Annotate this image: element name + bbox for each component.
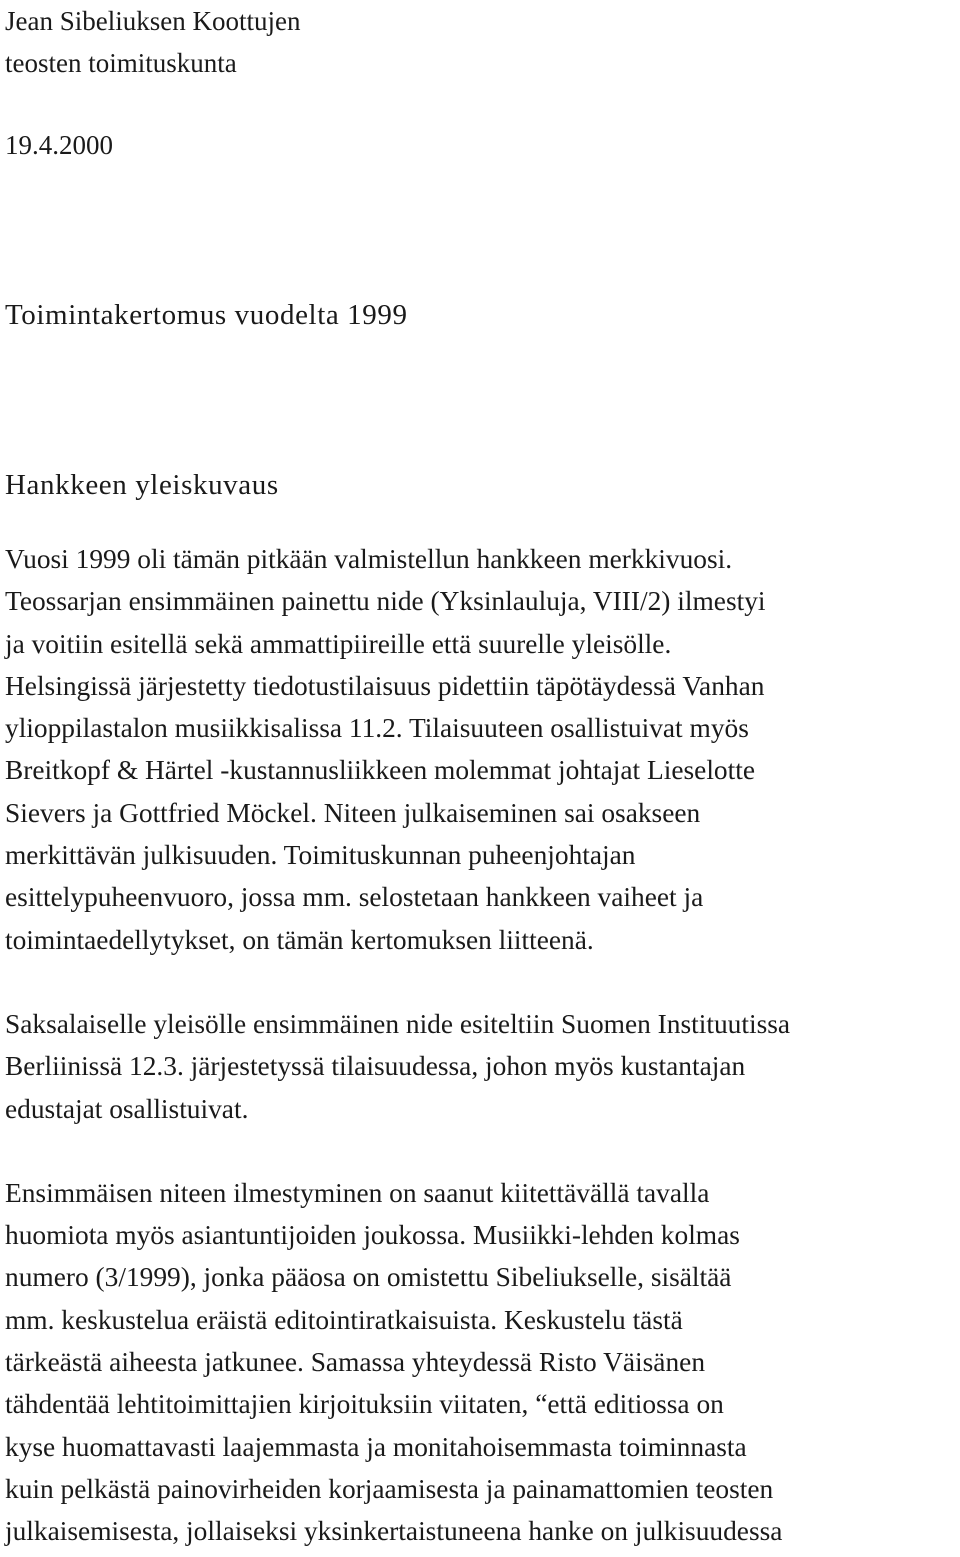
paragraph-1 xyxy=(5,538,960,961)
document-title: Toimintakertomus vuodelta 1999 xyxy=(5,299,408,331)
paragraph-line: kuin pelkästä painovirheiden korjaamisesta ja painamattomien teosten xyxy=(5,1473,774,1504)
paragraph-2 xyxy=(5,1003,960,1130)
paragraph-line: Helsingissä järjestetty tiedotustilaisuus pidettiin täpötäydessä Vanhan xyxy=(5,670,765,701)
section-heading: Hankkeen yleiskuvaus xyxy=(5,469,279,501)
paragraph-3 xyxy=(5,1172,960,1553)
paragraph-line: tähdentää lehtitoimittajien kirjoituksiin viitaten, “että editiossa on xyxy=(5,1389,724,1420)
paragraph-line: ja voitiin esitellä sekä ammattipiireille että suurelle yleisölle. xyxy=(5,628,672,659)
paragraph-line: Breitkopf & Härtel -kustannusliikkeen molemmat johtajat Lieselotte xyxy=(5,755,756,786)
organization-name-line-2: teosten toimituskunta xyxy=(5,48,237,78)
paragraph-line: Saksalaiselle yleisölle ensimmäinen nide esiteltiin Suomen Instituutissa xyxy=(5,1008,791,1039)
paragraph-line: Berliinissä 12.3. järjestetyssä tilaisuudessa, johon myös kustantajan xyxy=(5,1051,746,1082)
paragraph-line: huomiota myös asiantuntijoiden joukossa. Musiikki-lehden kolmas xyxy=(5,1220,740,1251)
paragraph-line: Teossarjan ensimmäinen painettu nide (Yksinlauluja, VIII/2) ilmestyi xyxy=(5,586,766,617)
header-block xyxy=(5,0,960,166)
paragraph-line: Sievers ja Gottfried Möckel. Niteen julkaiseminen sai osakseen xyxy=(5,797,701,828)
paragraph-line: Ensimmäisen niteen ilmestyminen on saanut kiitettävällä tavalla xyxy=(5,1177,710,1208)
document-page xyxy=(5,0,960,1553)
paragraph-line: merkittävän julkisuuden. Toimituskunnan puheenjohtajan xyxy=(5,840,636,871)
paragraph-line: tärkeästä aiheesta jatkunee. Samassa yhteydessä Risto Väisänen xyxy=(5,1347,706,1378)
paragraph-line: numero (3/1999), jonka pääosa on omistettu Sibeliukselle, sisältää xyxy=(5,1262,732,1293)
paragraph-line: edustajat osallistuivat. xyxy=(5,1093,249,1124)
paragraph-line: ylioppilastalon musiikkisalissa 11.2. Tilaisuuteen osallistuivat myös xyxy=(5,713,749,744)
paragraph-line: esittelypuheenvuoro, jossa mm. selostetaan hankkeen vaiheet ja xyxy=(5,882,704,913)
paragraph-line: mm. keskustelua eräistä editointiratkaisuista. Keskustelu tästä xyxy=(5,1304,683,1335)
paragraph-line: toimintaedellytykset, on tämän kertomuksen liitteenä. xyxy=(5,924,594,955)
organization-name-line-1: Jean Sibeliuksen Koottujen xyxy=(5,6,301,36)
paragraph-line: kyse huomattavasti laajemmasta ja monitahoisemmasta toiminnasta xyxy=(5,1431,747,1462)
document-date: 19.4.2000 xyxy=(5,130,113,160)
paragraph-line: Vuosi 1999 oli tämän pitkään valmistellun hankkeen merkkivuosi. xyxy=(5,544,733,574)
paragraph-line: julkaisemisesta, jollaiseksi yksinkertaistuneena hanke on julkisuudessa xyxy=(5,1516,783,1547)
